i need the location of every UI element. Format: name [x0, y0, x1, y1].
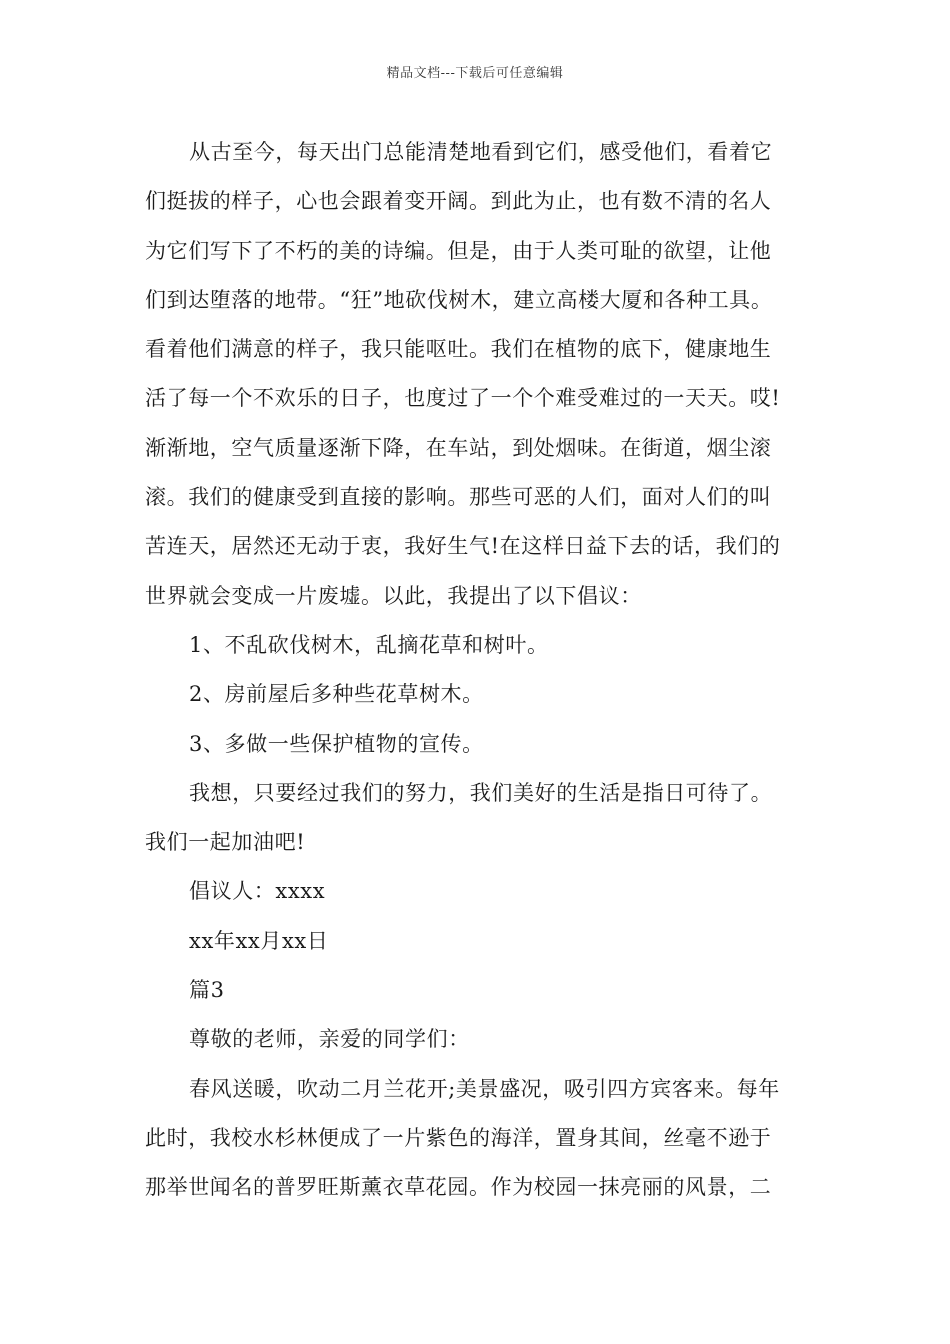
list-item: 2、房前屋后多种些花草树木。	[189, 682, 484, 707]
text-line: 那举世闻名的普罗旺斯薰衣草花园。作为校园一抹亮丽的风景，二	[145, 1175, 772, 1200]
salutation-line: 尊敬的老师，亲爱的同学们：	[189, 1027, 470, 1052]
text-line: 苦连天，居然还无动于衷，我好生气!在这样日益下去的话，我们的	[145, 534, 781, 559]
text-line: 渐渐地，空气质量逐渐下降，在车站，到处烟味。在街道，烟尘滚	[145, 435, 772, 460]
list-item: 3、多做一些保护植物的宣传。	[189, 731, 484, 756]
text-line: 我们一起加油吧!	[145, 830, 306, 855]
text-line: 春风送暖，吹动二月兰花开;美景盛况，吸引四方宾客来。每年	[189, 1076, 780, 1101]
text-line: 世界就会变成一片废墟。以此，我提出了以下倡议：	[145, 583, 642, 608]
text-line: 此时，我校水杉林便成了一片紫色的海洋，置身其间，丝毫不逊于	[145, 1125, 772, 1150]
text-line: 从古至今，每天出门总能清楚地看到它们，感受他们，看着它	[189, 140, 773, 164]
page-header: 精品文档---下载后可任意编辑	[386, 66, 564, 81]
date-line: xx年xx月xx日	[189, 928, 329, 953]
document-body	[145, 128, 807, 1213]
text-line: 活了每一个不欢乐的日子，也度过了一个个难受难过的一天天。哎!	[145, 386, 781, 411]
list-item: 1、不乱砍伐树木，乱摘花草和树叶。	[189, 632, 549, 657]
text-line: 我想，只要经过我们的努力，我们美好的生活是指日可待了。	[189, 780, 773, 805]
text-line: 们到达堕落的地带。“狂”地砍伐树木，建立高楼大厦和各种工具。	[145, 287, 773, 312]
text-line: 滚。我们的健康受到直接的影响。那些可恶的人们，面对人们的叫	[145, 485, 772, 510]
text-line: 为它们写下了不朽的美的诗编。但是，由于人类可耻的欲望，让他	[145, 238, 772, 263]
signature-line: 倡议人：xxxx	[189, 879, 326, 904]
text-line: 们挺拔的样子，心也会跟着变开阔。到此为止，也有数不清的名人	[145, 189, 772, 214]
section-heading: 篇3	[189, 978, 225, 1003]
text-line: 看着他们满意的样子，我只能呕吐。我们在植物的底下，健康地生	[145, 337, 772, 362]
